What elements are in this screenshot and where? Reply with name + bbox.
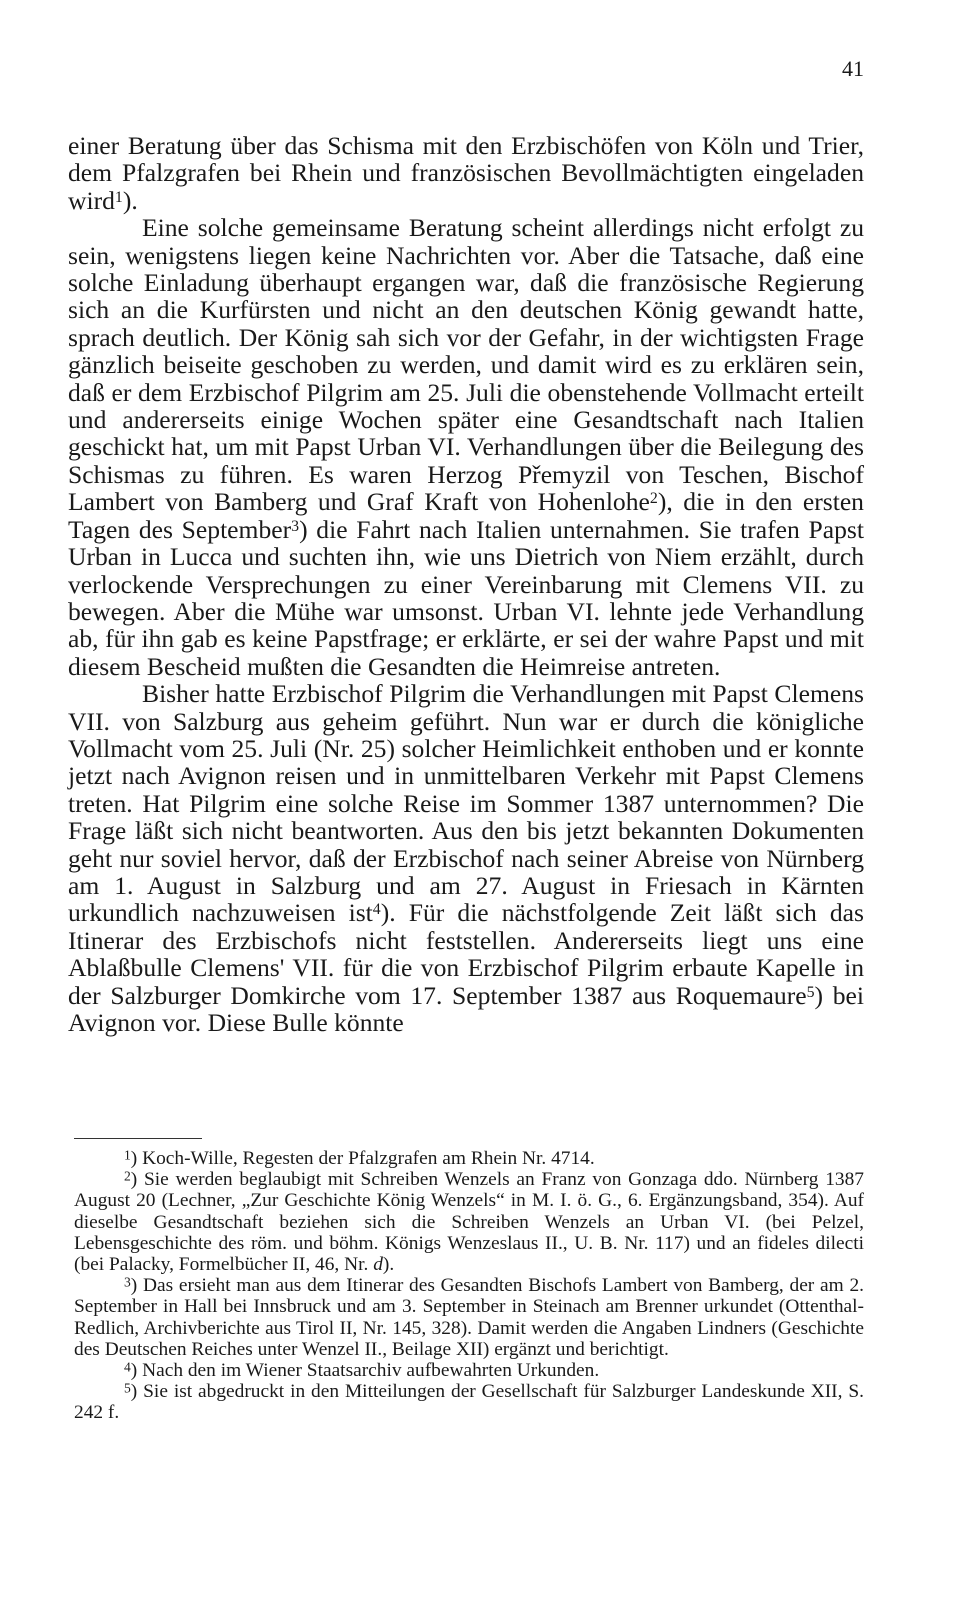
footnote-5-text: ) Sie ist abgedruckt in den Mitteilungen der Gesellschaft für Salzburger Landeskunde XII, S. 242 f.	[74, 1381, 864, 1424]
footnote-1	[74, 1148, 864, 1169]
paragraph-2-text: Eine solche gemeinsame Beratung scheint allerdings nicht erfolgt zu sein, wenigstens liegen keine Nachrichten vor. Aber die Tatsache, daß eine solche Einladung überhaupt ergangen war, daß die französische Regierung sich an die Kurfürsten und nicht an den deutschen König gewandt hatte, sprach deutlich. Der König sah sich vor der Gefahr, in der wichtigsten Frage gänzlich beiseite geschoben zu werden, und damit wird es zu erklären sein, daß er dem Erzbischof Pilgrim am 25. Juli die obenstehende Vollmacht erteilt und andererseits einige Wochen später eine Gesandtschaft nach Italien geschickt hat, um mit Papst Urban VI. Verhandlungen über die Beilegung des Schismas zu führen. Es waren Herzog Přemyzil von Teschen, Bischof Lambert von Bamberg und Graf Kraft von Hohenlohe	[68, 213, 864, 517]
paragraph-3-text-b: ). Für die nächstfolgende Zeit läßt sich das Itinerar des Erzbischofs nicht feststellen. Andererseits liegt uns eine Ablaßbulle Clemens' VII. für die von Erzbischof Pilgrim erbaute Kapelle in der Salzburger Domkirche vom 17. September 1387 aus Roquemaure	[68, 898, 864, 1010]
footnote-2-text: ) Sie werden beglaubigt mit Schreiben Wenzels an Franz von Gonzaga ddo. Nürnberg 1387 August 20 (Lechner, „Zur Geschichte König Wenzels“ in M. I. ö. G., 6. Ergänzungsband, 354). Auf dieselbe Gesandtschaft beziehen sich die Schreiben Wenzels an Urban VI. (bei Pelzel, Lebensgeschichte des röm. und böhm. Königs Wenzeslaus II., U. B. Nr. 117) und an fideles dilecti (bei Palacky, Formelbücher II, 46, Nr.	[74, 1169, 864, 1276]
footnote-ref-5: 5	[806, 983, 815, 1001]
paragraph-2	[68, 214, 864, 680]
page-number: 41	[842, 56, 864, 81]
footnote-2-mark: 2	[124, 1168, 131, 1184]
paragraph-2-text-b: ), die in den ersten Tagen des September	[68, 487, 864, 544]
paragraph-3-text: Bisher hatte Erzbischof Pilgrim die Verhandlungen mit Papst Clemens VII. von Salzburg aus geheim geführt. Nun war er durch die königliche Vollmacht vom 25. Juli (Nr. 25) solcher Heimlichkeit enthoben und er konnte jetzt nach Avignon reisen und in unmittelbaren Verkehr mit Papst Clemens treten. Hat Pilgrim eine solche Reise im Sommer 1387 unternommen? Die Frage läßt sich nicht beantworten. Aus den bis jetzt bekannten Dokumenten geht nur soviel hervor, daß der Erzbischof nach seiner Abreise von Nürnberg am 1. August in Salzburg und am 27. August in Friesach in Kärnten urkundlich nachzuweisen ist	[68, 679, 864, 928]
paragraph-2-text-c: ) die Fahrt nach Italien unternahmen. Sie trafen Papst Urban in Lucca und suchten ihn, wie uns Dietrich von Niem erzählt, durch verlockende Versprechungen zu einer Vereinbarung mit Clemens VII. zu bewegen. Aber die Mühe war umsonst. Urban VI. lehnte jede Verhandlung ab, für ihn gab es keine Papstfrage; er erklärte, er sei der wahre Papst und mit diesem Bescheid mußten die Gesandten die Heimreise antreten.	[68, 514, 864, 681]
footnote-2-tail: ).	[382, 1254, 395, 1276]
footnote-2	[74, 1169, 864, 1275]
footnote-1-text: ) Koch-Wille, Regesten der Pfalzgrafen am Rhein Nr. 4714.	[130, 1148, 595, 1169]
footnote-4-text: ) Nach den im Wiener Staatsarchiv aufbewahrten Urkunden.	[130, 1360, 600, 1382]
footnote-2-italic: d	[373, 1254, 383, 1276]
footnote-4	[74, 1360, 864, 1381]
body-text	[68, 132, 864, 1036]
footnote-ref-4: 4	[372, 901, 381, 919]
footnote-5	[74, 1381, 864, 1423]
paragraph-1-text: einer Beratung über das Schisma mit den Erzbischöfen von Köln und Trier, dem Pfalzgrafen bei Rhein und französischen Bevollmächtigten eingeladen wird	[68, 131, 864, 215]
footnote-separator	[74, 1138, 202, 1139]
paragraph-1	[68, 132, 864, 214]
footnotes	[74, 1148, 864, 1424]
paragraph-3	[68, 680, 864, 1036]
footnote-3-text: ) Das ersieht man aus dem Itinerar des Gesandten Bischofs Lambert von Bamberg, der am 2. September in Hall bei Innsbruck und am 3. September in Steinach am Brenner urkundet (Ottenthal-Redlich, Archivberichte aus Tirol II, Nr. 145, 328). Damit werden die Angaben Lindners (Geschichte des Deutschen Reiches unter Wenzel II., Beilage XII) ergänzt und berichtigt.	[74, 1275, 864, 1360]
footnote-3	[74, 1275, 864, 1360]
footnote-5-mark: 5	[124, 1380, 131, 1396]
footnote-1-mark: 1	[124, 1147, 131, 1163]
footnote-ref-3: 3	[291, 517, 300, 535]
paragraph-3-text-c: ) bei Avignon vor. Diese Bulle könnte	[68, 980, 864, 1037]
footnote-4-mark: 4	[124, 1359, 131, 1375]
footnote-ref-1: 1	[114, 188, 123, 206]
paragraph-1-tail: ).	[122, 185, 138, 215]
footnote-3-mark: 3	[124, 1274, 131, 1290]
footnote-ref-2: 2	[649, 490, 658, 508]
